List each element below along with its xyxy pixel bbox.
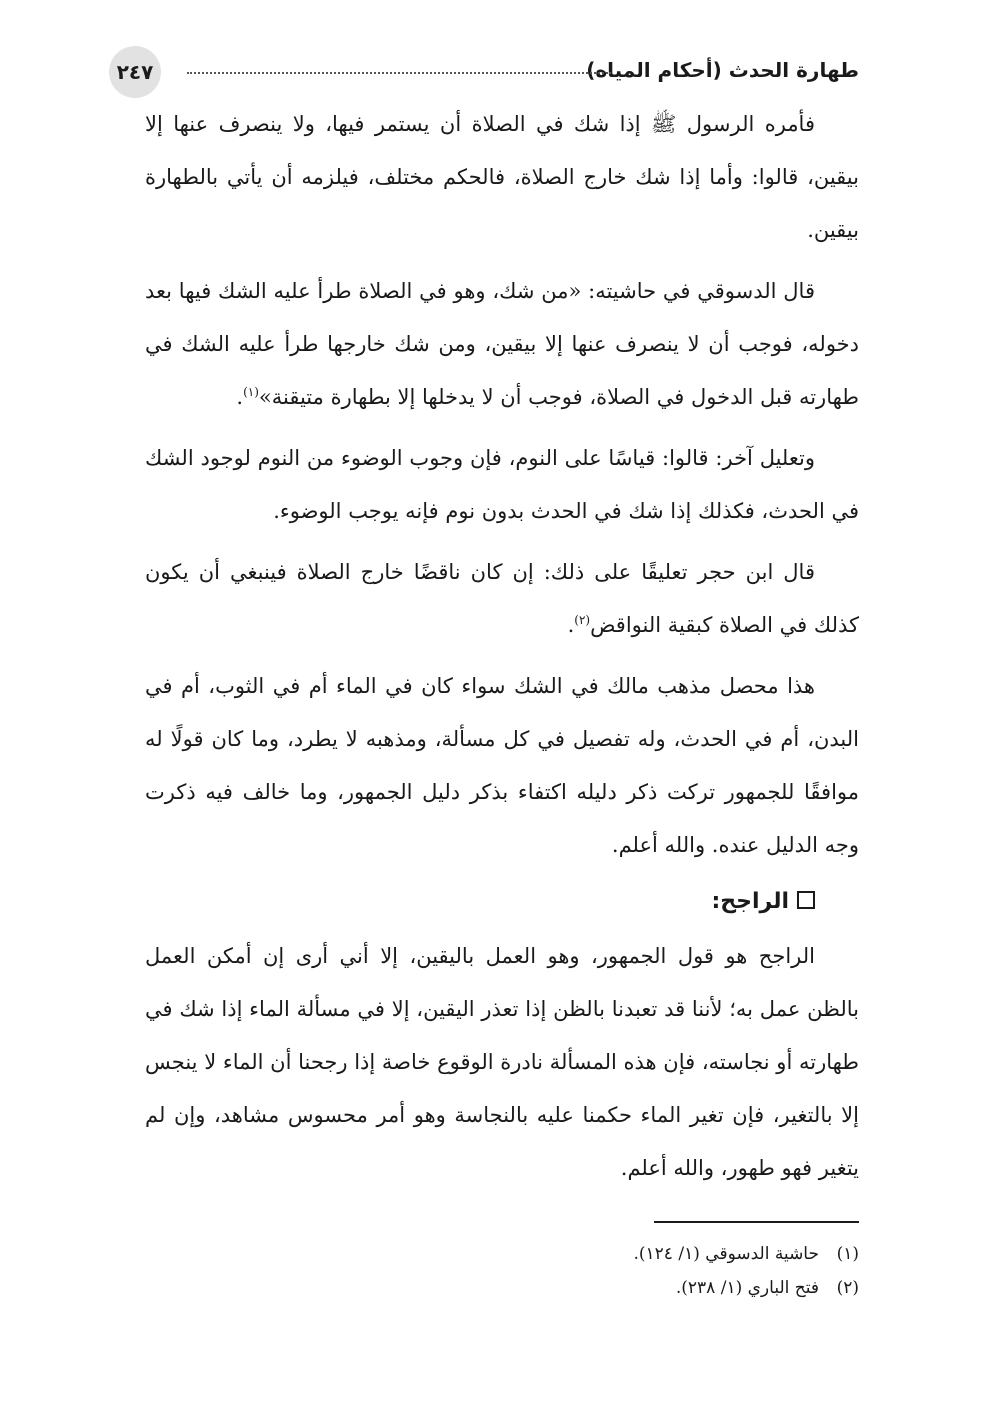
paragraph-5: هذا محصل مذهب مالك في الشك سواء كان في الماء أم في الثوب، أم في البدن، أم في الحدث، وله تفصيل في كل مسألة، ومذهبه لا يطرد، وما كان قولًا له موافقًا للجمهور تركت ذكر دليله اكتفاء بذكر دليل الجمهور، وما خالف فيه ذكرت وجه الدليل عنده. والله أعلم. xyxy=(145,674,859,857)
footnote-1-number: (١) xyxy=(836,1244,859,1264)
running-header xyxy=(116,40,859,98)
paragraph-1: فأمره الرسول ﷺ إذا شك في الصلاة أن يستمر فيها، ولا ينصرف عنها إلا بيقين، قالوا: وأما إذا شك خارج الصلاة، فالحكم مختلف، فيلزمه أن يأتي بالطهارة بيقين. xyxy=(145,112,859,242)
header-title: طهارة الحدث (أحكام المياه) xyxy=(586,58,859,82)
header-dotted-leader xyxy=(187,72,611,74)
paragraph-6: الراجح هو قول الجمهور، وهو العمل باليقين، إلا أني أرى إن أمكن العمل بالظن عمل به؛ لأننا قد تعبدنا بالظن إذا تعذر اليقين، إلا في مسألة الماء إذا شك في طهارته أو نجاسته، فإن هذه المسألة نادرة الوقوع خاصة إذا رجحنا أن الماء لا ينجس إلا بالتغير، فإن تغير الماء حكمنا عليه بالنجاسة وهو أمر محسوس مشاهد، وإن لم يتغير فهو طهور، والله أعلم. xyxy=(145,944,859,1180)
footnote-2 xyxy=(145,1271,859,1305)
paragraph-4 xyxy=(145,546,859,652)
footnote-1 xyxy=(145,1237,859,1271)
body-text xyxy=(145,98,859,1195)
footnote-ref-2: (٢) xyxy=(574,613,591,627)
book-page xyxy=(116,40,859,1305)
footnote-ref-1: (١) xyxy=(243,385,259,399)
paragraph-2 xyxy=(145,265,859,424)
section-heading-text: الراجح: xyxy=(711,889,789,914)
footnote-2-text: فتح الباري (١/ ٢٣٨). xyxy=(675,1278,819,1298)
paragraph-4-end: . xyxy=(567,613,575,637)
footnotes xyxy=(145,1237,859,1305)
footnote-1-text: حاشية الدسوقي (١/ ١٢٤). xyxy=(633,1244,819,1264)
paragraph-2-text: قال الدسوقي في حاشيته: «من شك، وهو في الصلاة طرأ عليه الشك فيها بعد دخوله، فوجب أن لا ينصرف عنها إلا بيقين، ومن شك خارجها طرأ عليه الشك في طهارته قبل الدخول في الصلاة، فوجب أن لا يدخلها إلا بطهارة متيقنة» xyxy=(145,279,859,409)
paragraph-2-end: . xyxy=(236,385,244,409)
section-heading xyxy=(145,880,859,924)
footnote-2-number: (٢) xyxy=(836,1278,859,1298)
paragraph-3: وتعليل آخر: قالوا: قياسًا على النوم، فإن وجوب الوضوء من النوم لوجود الشك في الحدث، فكذلك إذا شك في الحدث بدون نوم فإنه يوجب الوضوء. xyxy=(145,446,859,523)
page-number: ٢٤٧ xyxy=(109,46,161,98)
footnote-divider xyxy=(654,1221,859,1223)
paragraph-4-text: قال ابن حجر تعليقًا على ذلك: إن كان ناقضًا خارج الصلاة فينبغي أن يكون كذلك في الصلاة كبقية النواقض xyxy=(145,560,859,637)
square-bullet-icon xyxy=(797,891,815,909)
